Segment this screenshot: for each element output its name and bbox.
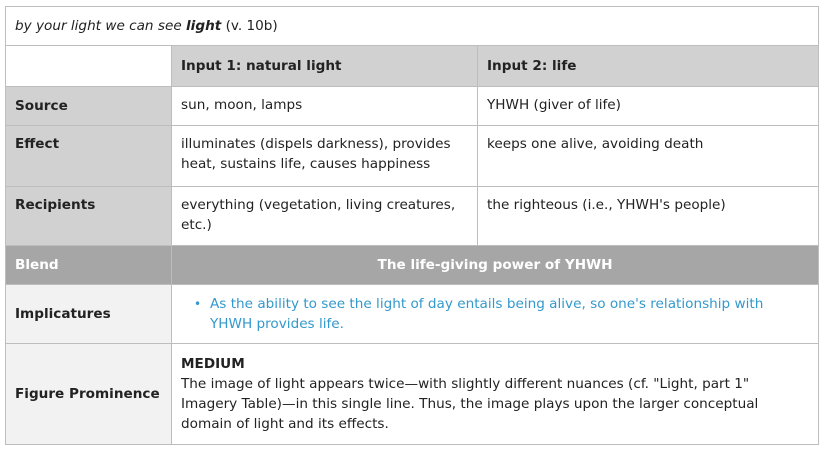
verse-title-bold: light xyxy=(186,18,222,34)
implicature-list-item xyxy=(194,294,809,334)
effect-input-1: illuminates (dispels darkness), provides heat, sustains life, causes happiness xyxy=(172,126,478,187)
table-row xyxy=(6,187,819,246)
row-label-recipients: Recipients xyxy=(6,187,172,246)
imagery-table-container xyxy=(5,6,818,445)
table-row xyxy=(6,126,819,187)
imagery-table xyxy=(5,6,819,445)
prominence-row xyxy=(6,344,819,445)
header-blank-cell xyxy=(6,46,172,87)
implicatures-row xyxy=(6,285,819,344)
title-row xyxy=(6,7,819,46)
implicatures-cell xyxy=(172,285,819,344)
row-label-figure-prominence: Figure Prominence xyxy=(6,344,172,445)
source-input-1: sun, moon, lamps xyxy=(172,87,478,126)
header-input-2: Input 2: life xyxy=(478,46,819,87)
blend-row xyxy=(6,246,819,285)
implicature-text: As the ability to see the light of day entails being alive, so one's relationship with YHWH provides life. xyxy=(210,296,764,332)
recipients-input-2: the righteous (i.e., YHWH's people) xyxy=(478,187,819,246)
blend-value: The life-giving power of YHWH xyxy=(172,246,819,285)
header-row xyxy=(6,46,819,87)
row-label-effect: Effect xyxy=(6,126,172,187)
row-label-implicatures: Implicatures xyxy=(6,285,172,344)
verse-title-italic: by your light we can see xyxy=(15,18,187,34)
header-input-1: Input 1: natural light xyxy=(172,46,478,87)
prominence-level: MEDIUM xyxy=(181,356,245,372)
recipients-input-1: everything (vegetation, living creatures, etc.) xyxy=(172,187,478,246)
bullet-icon: • xyxy=(194,297,202,311)
effect-input-2: keeps one alive, avoiding death xyxy=(478,126,819,187)
prominence-text: The image of light appears twice—with slightly different nuances (cf. "Light, part 1" Imagery Table)—in this single line. Thus, the image plays upon the larger conceptual domain of light and its effects. xyxy=(181,376,759,432)
table-row xyxy=(6,87,819,126)
source-input-2: YHWH (giver of life) xyxy=(478,87,819,126)
row-label-source: Source xyxy=(6,87,172,126)
verse-reference: (v. 10b) xyxy=(221,18,278,34)
verse-title xyxy=(6,7,819,46)
row-label-blend: Blend xyxy=(6,246,172,285)
prominence-cell xyxy=(172,344,819,445)
